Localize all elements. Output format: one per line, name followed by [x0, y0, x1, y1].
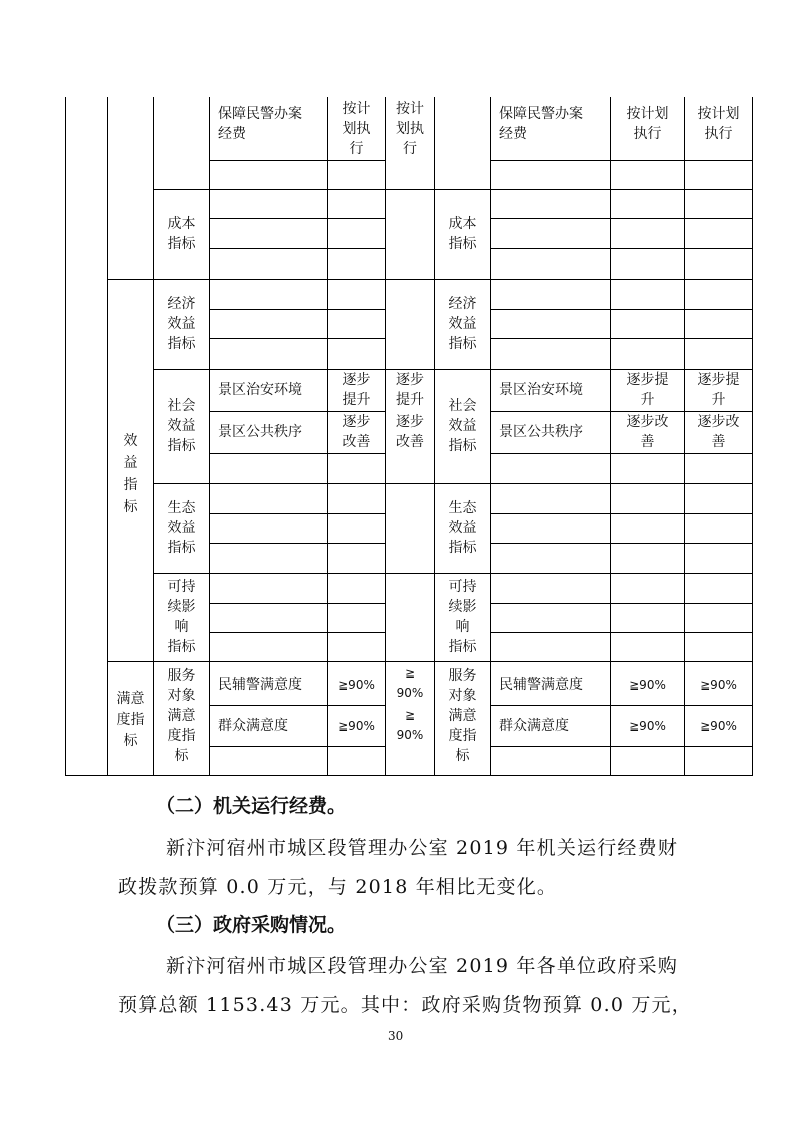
row-line: [108, 661, 752, 662]
row-line: [491, 705, 752, 706]
table-border-left: [65, 97, 66, 776]
row-line: [210, 248, 385, 249]
row-line: [491, 453, 752, 454]
cell-indicator: 景区治安环境: [499, 382, 583, 398]
cell-actual-value: ≧ 90%: [396, 666, 424, 700]
row-line: [210, 218, 385, 219]
cell-indicator: 景区公共秩序: [218, 424, 302, 440]
cell-actual-value: 按计划 执行: [697, 106, 740, 142]
table-border-right: [752, 97, 753, 776]
table-col-line: [490, 97, 491, 776]
cell-indicator-level2: 满意 度指 标: [116, 691, 145, 749]
cell-indicator-level3: 生态 效益 指标: [448, 500, 477, 556]
cell-target-value: ≧90%: [629, 678, 666, 692]
cell-indicator-level3: 社会 效益 指标: [448, 398, 477, 454]
row-line: [491, 309, 752, 310]
paragraph-line: 新汴河宿州市城区段管理办公室 2019 年各单位政府采购: [166, 955, 679, 977]
row-line: [210, 543, 385, 544]
paragraph-line: 政拨款预算 0.0 万元，与 2018 年相比无变化。: [118, 876, 558, 898]
row-line: [210, 632, 385, 633]
row-line: [210, 705, 385, 706]
cell-indicator-level3: 可持 续影 响 指标: [448, 579, 477, 655]
cell-indicator: 景区治安环境: [218, 382, 302, 398]
cell-target-value: 逐步 提升: [342, 372, 371, 408]
cell-indicator: 景区公共秩序: [499, 424, 583, 440]
cell-actual-value: 按计 划执 行: [396, 101, 424, 157]
cell-actual-value: 逐步 提升: [396, 372, 424, 408]
row-line: [210, 513, 385, 514]
cell-indicator-level3: 服务 对象 满意 度指 标: [167, 668, 196, 764]
cell-actual-value: ≧ 90%: [396, 708, 424, 742]
row-line: [491, 513, 752, 514]
cell-actual-value: ≧90%: [700, 678, 737, 692]
cell-actual-value: ≧90%: [700, 719, 737, 733]
cell-target-value: 逐步 改善: [342, 414, 371, 450]
row-line: [210, 746, 385, 747]
cell-indicator: 民辅警满意度: [499, 677, 583, 693]
cell-indicator-level2: 效 益 指 标: [123, 433, 138, 515]
cell-target-value: 按计 划执 行: [342, 101, 371, 157]
cell-target-value: 按计划 执行: [626, 106, 669, 142]
row-line: [491, 543, 752, 544]
row-line: [154, 189, 752, 190]
row-line: [210, 309, 385, 310]
cell-target-value: 逐步提 升: [626, 372, 669, 408]
cell-indicator-level3: 成本 指标: [448, 216, 477, 252]
section-heading: （二）机关运行经费。: [156, 795, 347, 817]
section-heading: （三）政府采购情况。: [156, 914, 347, 936]
row-line: [210, 603, 385, 604]
cell-indicator-level3: 生态 效益 指标: [167, 500, 196, 556]
cell-target-value: 逐步改 善: [626, 414, 669, 450]
row-line: [491, 338, 752, 339]
cell-indicator: 保障民警办案 经费: [218, 106, 302, 142]
cell-indicator-level3: 可持 续影 响 指标: [167, 579, 196, 655]
cell-indicator: 群众满意度: [499, 718, 569, 734]
row-line: [154, 573, 752, 574]
row-line: [210, 453, 385, 454]
row-line: [108, 279, 752, 280]
paragraph-line: 新汴河宿州市城区段管理办公室 2019 年机关运行经费财: [166, 837, 679, 859]
cell-indicator: 民辅警满意度: [218, 677, 302, 693]
cell-indicator-level3: 经济 效益 指标: [448, 296, 477, 352]
row-line: [491, 632, 752, 633]
row-line: [491, 746, 752, 747]
paragraph-line: 预算总额 1153.43 万元。其中：政府采购货物预算 0.0 万元，: [118, 994, 692, 1016]
row-line: [491, 160, 752, 161]
cell-target-value: ≧90%: [629, 719, 666, 733]
cell-indicator: 群众满意度: [218, 718, 288, 734]
table-border-bottom: [65, 775, 753, 776]
row-line: [210, 338, 385, 339]
cell-target-value: ≧90%: [338, 678, 375, 692]
cell-indicator-level3: 社会 效益 指标: [167, 398, 196, 454]
cell-actual-value: 逐步改 善: [697, 414, 740, 450]
row-line: [210, 160, 385, 161]
row-line: [491, 218, 752, 219]
cell-indicator: 保障民警办案 经费: [499, 106, 583, 142]
page-number: 30: [388, 1029, 404, 1043]
cell-indicator-level3: 服务 对象 满意 度指 标: [448, 668, 477, 764]
row-line: [154, 483, 752, 484]
table-col-line: [209, 97, 210, 776]
cell-indicator-level3: 经济 效益 指标: [167, 296, 196, 352]
row-line: [491, 603, 752, 604]
cell-actual-value: 逐步 改善: [396, 414, 424, 450]
cell-indicator-level3: 成本 指标: [167, 216, 196, 252]
row-line: [491, 248, 752, 249]
cell-actual-value: 逐步提 升: [697, 372, 740, 408]
cell-target-value: ≧90%: [338, 719, 375, 733]
